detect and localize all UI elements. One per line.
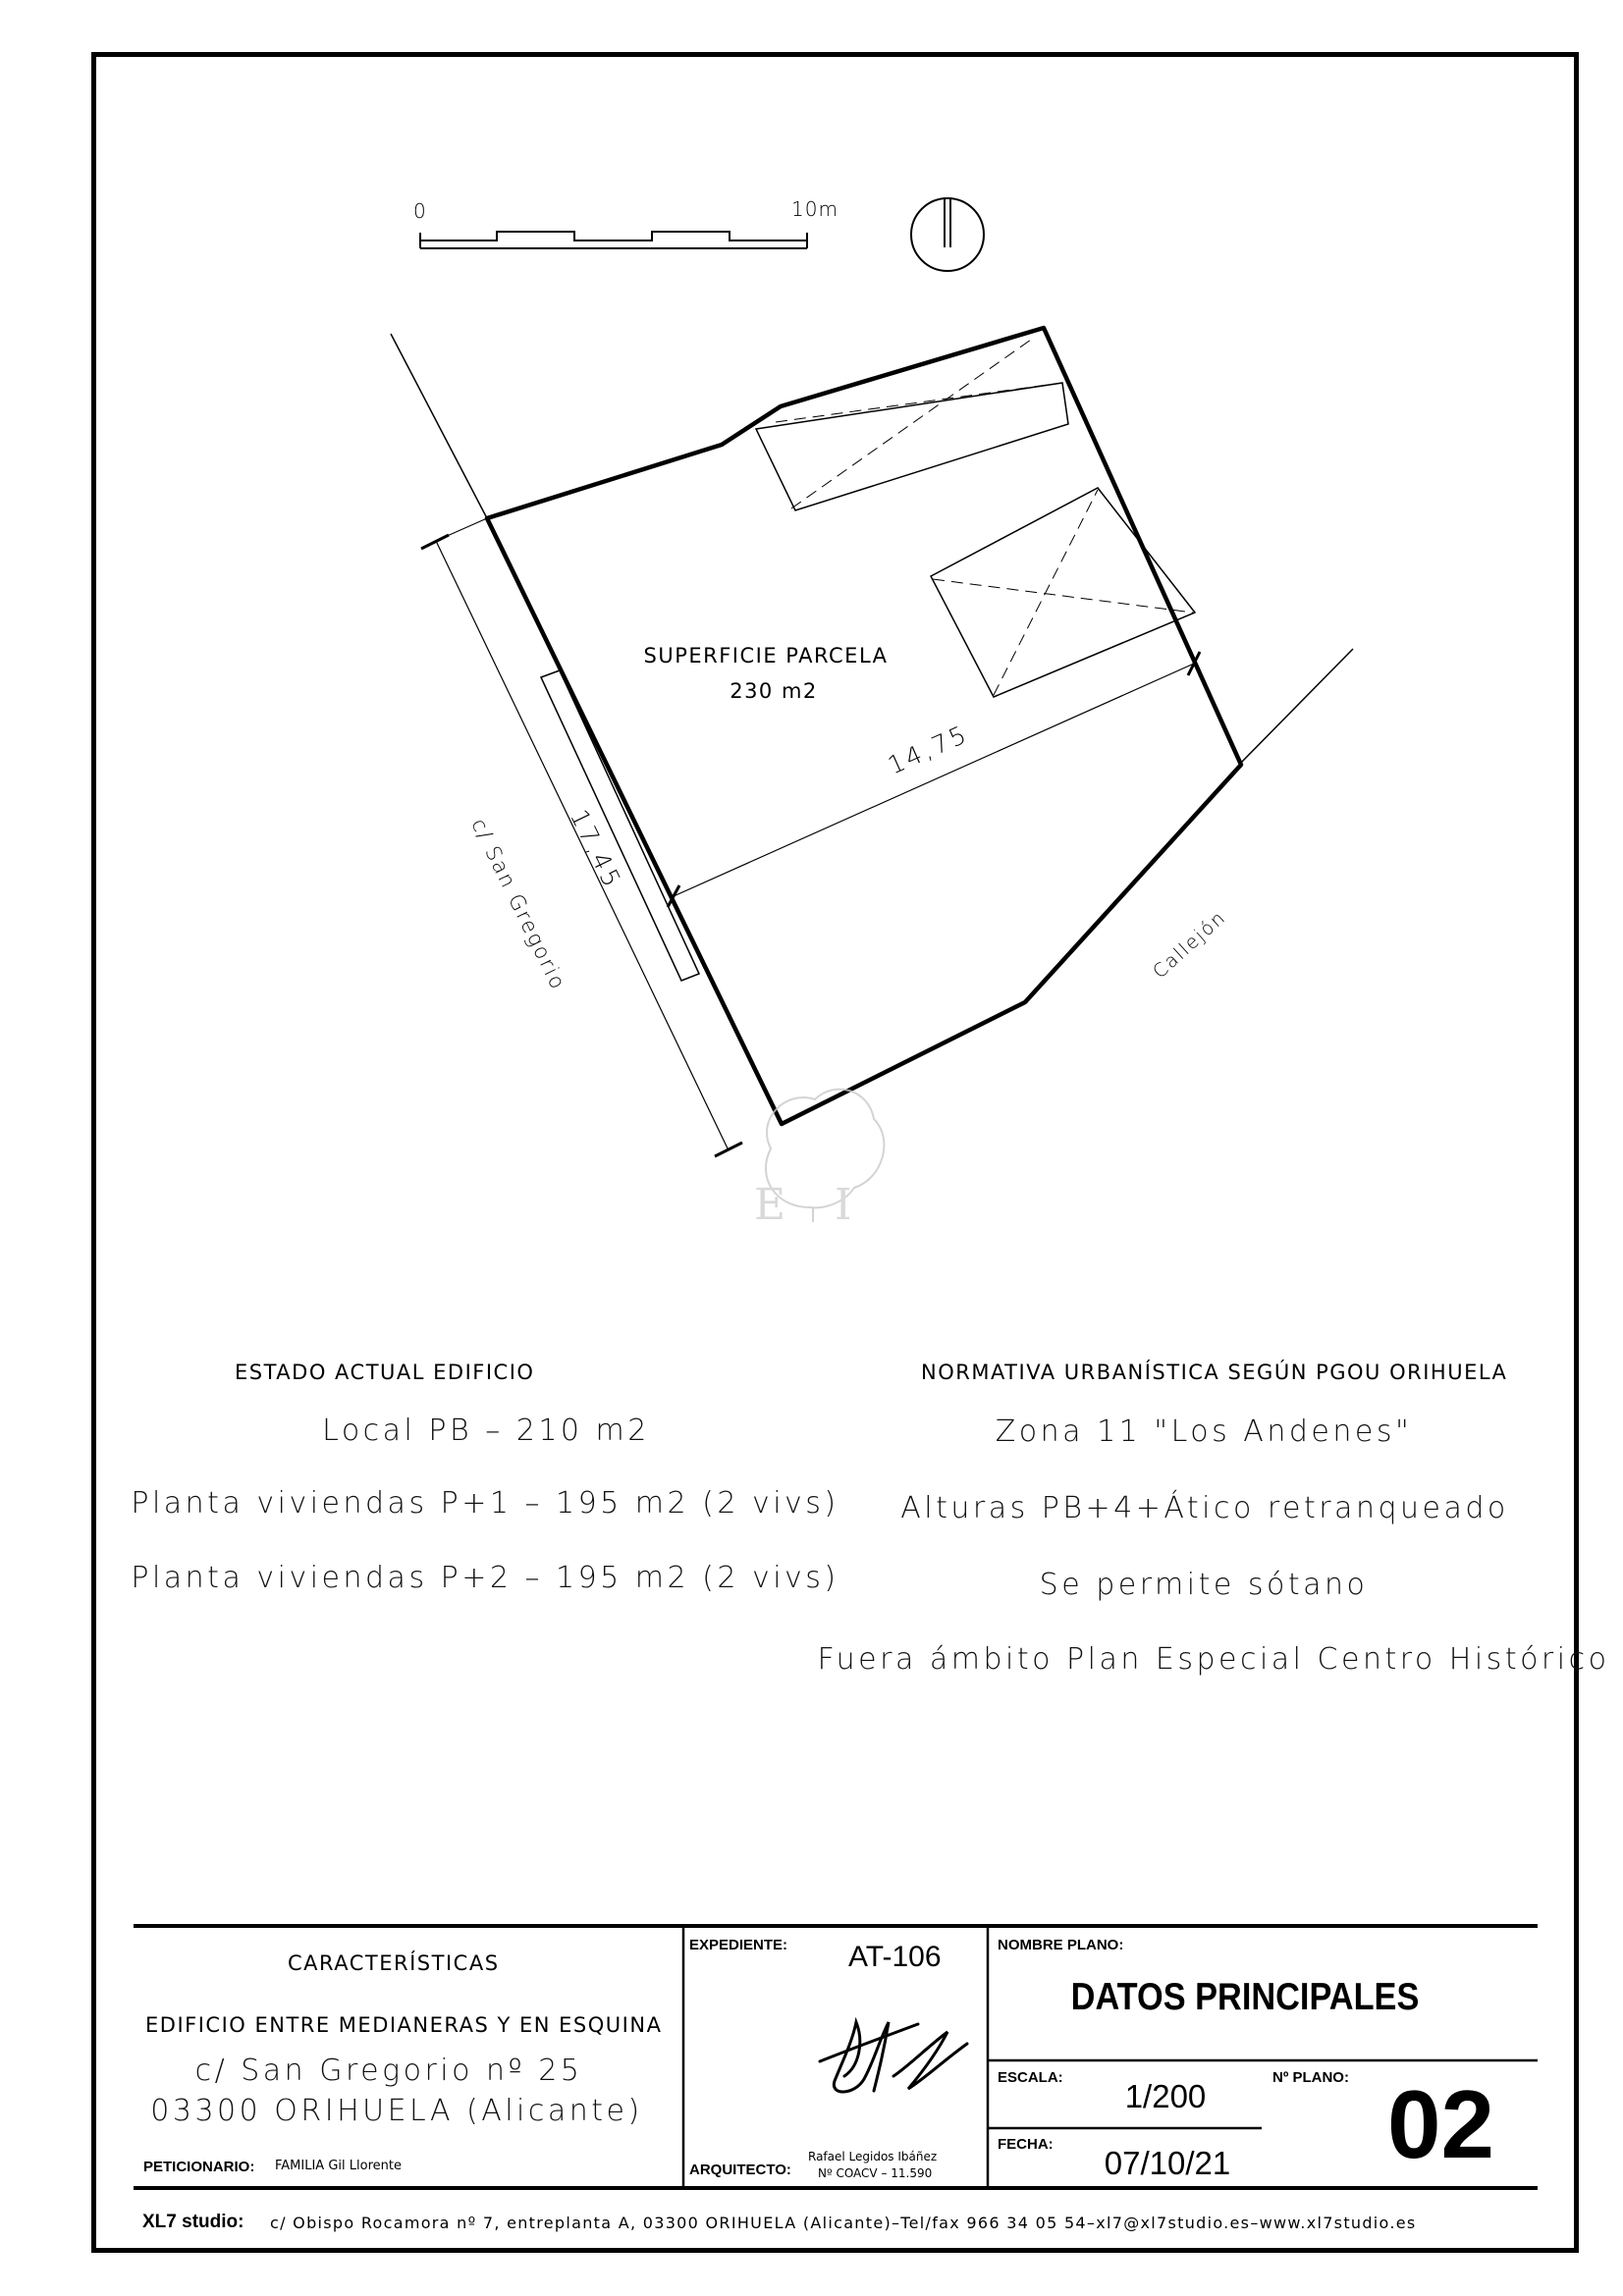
footer-address: c/ Obispo Rocamora nº 7, entreplanta A, 03300 ORIHUELA (Alicante)–Tel/fax 966 34 05 54–xl7@xl7studio.es–www.xl7studio.es	[270, 2214, 1417, 2232]
address-line-2: 03300 ORIHUELA (Alicante)	[150, 2094, 643, 2128]
nombre-plano-value: DATOS PRINCIPALES	[1070, 1976, 1420, 2018]
facade-strip	[541, 670, 699, 981]
scale-bar-end-label: 10m	[791, 197, 839, 221]
arquitecto-coacv: Nº COACV – 11.590	[818, 2166, 933, 2180]
svg-text:I: I	[835, 1180, 852, 1230]
arquitecto-name: Rafael Legidos Ibáñez	[808, 2150, 938, 2163]
expediente-value: AT-106	[848, 1941, 942, 1973]
footer-studio: XL7 studio:	[142, 2212, 244, 2232]
normativa-line-2: Alturas PB+4+Ático retranqueado	[900, 1491, 1509, 1525]
parcel-outline	[487, 328, 1241, 1124]
dimension-length-label: 17,45	[564, 805, 627, 894]
estado-actual-line-3: Planta viviendas P+2 – 195 m2 (2 vivs)	[131, 1561, 839, 1595]
fecha-value: 07/10/21	[1104, 2145, 1231, 2181]
escala-label: ESCALA:	[998, 2069, 1063, 2086]
estado-actual-heading: ESTADO ACTUAL EDIFICIO	[235, 1361, 535, 1384]
expediente-label: EXPEDIENTE:	[689, 1937, 788, 1953]
peticionario-label: PETICIONARIO:	[143, 2159, 255, 2175]
estado-actual-line-2: Planta viviendas P+1 – 195 m2 (2 vivs)	[131, 1486, 839, 1521]
architect-signature	[820, 2022, 967, 2092]
normativa-heading: NORMATIVA URBANÍSTICA SEGÚN PGOU ORIHUELA	[921, 1361, 1508, 1384]
street-line-callejon	[1239, 649, 1353, 765]
escala-value: 1/200	[1124, 2078, 1207, 2114]
normativa-line-3: Se permite sótano	[1039, 1568, 1369, 1602]
svg-text:E: E	[754, 1180, 786, 1230]
normativa-line-1: Zona 11 "Los Andenes"	[995, 1415, 1413, 1449]
scale-bar-start-label: 0	[413, 199, 429, 223]
plano-num-label: Nº PLANO:	[1272, 2069, 1349, 2086]
fecha-label: FECHA:	[998, 2136, 1054, 2153]
parcel-label: SUPERFICIE PARCELA	[643, 644, 889, 667]
north-arrow-icon	[911, 198, 984, 271]
scale-bar	[420, 232, 807, 248]
arquitecto-label: ARQUITECTO:	[689, 2162, 791, 2178]
building-description: EDIFICIO ENTRE MEDIANERAS Y EN ESQUINA	[145, 2013, 663, 2037]
parcel-area: 230 m2	[730, 679, 818, 703]
street-label-san-gregorio: c/ San Gregorio	[466, 815, 571, 994]
patio-2	[931, 488, 1195, 697]
dimension-width-label: 14,75	[884, 719, 973, 780]
plano-num-value: 02	[1387, 2070, 1495, 2178]
address-line-1: c/ San Gregorio nº 25	[194, 2054, 583, 2088]
normativa-line-4: Fuera ámbito Plan Especial Centro Histórico	[817, 1642, 1610, 1677]
peticionario-value: FAMILIA Gil Llorente	[275, 2159, 402, 2173]
nombre-plano-label: NOMBRE PLANO:	[998, 1937, 1124, 1953]
estado-actual-line-1: Local PB – 210 m2	[322, 1414, 650, 1448]
street-label-callejon: Callejón	[1149, 906, 1231, 984]
street-line-san-gregorio	[391, 334, 487, 518]
caracteristicas-label: CARACTERÍSTICAS	[288, 1951, 500, 1975]
